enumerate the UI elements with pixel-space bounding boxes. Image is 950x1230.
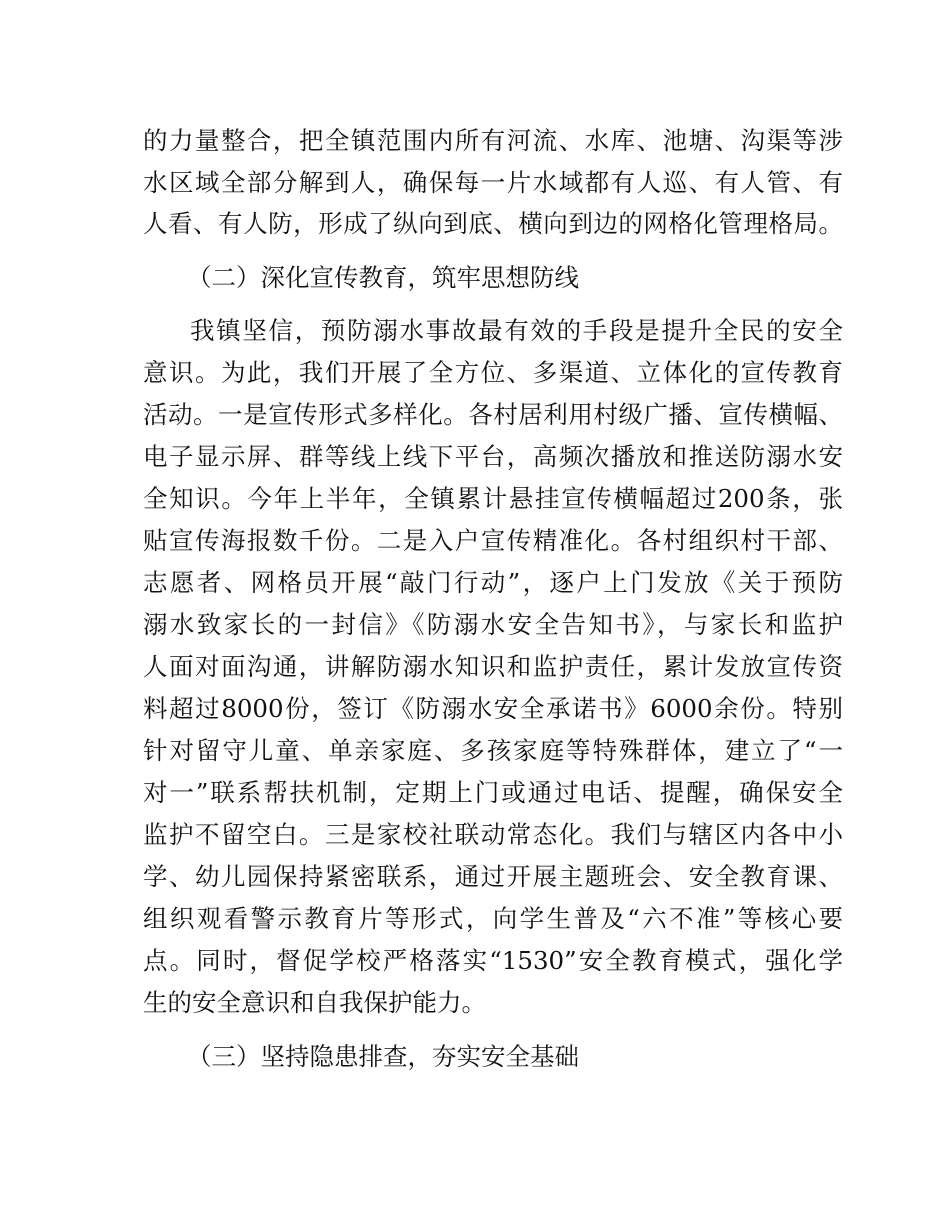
line-text: 监护不留空白。三是家校社联动常态化。我们与辖区内各中小	[143, 820, 843, 849]
paragraph-line	[0, 854, 950, 900]
paragraph-line	[0, 560, 950, 606]
paragraph-line	[0, 812, 950, 858]
paragraph-line	[0, 308, 950, 354]
paragraph-line	[0, 938, 950, 984]
paragraph-line	[0, 686, 950, 732]
line-text: 水区域全部分解到人，确保每一片水域都有人巡、有人管、有	[143, 168, 843, 197]
line-text: 我镇坚信，预防溺水事故最有效的手段是提升全民的安全	[190, 316, 843, 345]
paragraph-line	[0, 160, 950, 206]
line-text: 活动。一是宣传形式多样化。各村居利用村级广播、宣传横幅、	[143, 400, 843, 429]
paragraph-line	[0, 518, 950, 564]
section-heading-3	[0, 1034, 950, 1080]
heading-text: （三）坚持隐患排查，夯实安全基础	[187, 1042, 579, 1071]
paragraph-line	[0, 201, 950, 247]
line-text: 人面对面沟通，讲解防溺水知识和监护责任，累计发放宣传资	[143, 652, 843, 681]
paragraph-line	[0, 392, 950, 438]
line-text: 生的安全意识和自我保护能力。	[143, 988, 486, 1017]
paragraph-line	[0, 770, 950, 816]
line-text: 组织观看警示教育片等形式，向学生普及“六不准”等核心要	[143, 904, 843, 933]
paragraph-line	[0, 644, 950, 690]
line-text: 针对留守儿童、单亲家庭、多孩家庭等特殊群体，建立了“一	[143, 736, 843, 765]
line-text: 溺水致家长的一封信》《防溺水安全告知书》，与家长和监护	[143, 610, 843, 639]
line-text: 对一”联系帮扶机制，定期上门或通过电话、提醒，确保安全	[143, 778, 843, 807]
line-text: 点。同时，督促学校严格落实“1530”安全教育模式，强化学	[143, 946, 843, 975]
line-text: 料超过8000份，签订《防溺水安全承诺书》6000余份。特别	[143, 694, 843, 723]
line-text: 志愿者、网格员开展“敲门行动”，逐户上门发放《关于预防	[143, 568, 843, 597]
paragraph-line	[0, 476, 950, 522]
line-text: 的力量整合，把全镇范围内所有河流、水库、池塘、沟渠等涉	[143, 126, 843, 155]
paragraph-line	[0, 728, 950, 774]
line-text: 贴宣传海报数千份。二是入户宣传精准化。各村组织村干部、	[143, 526, 843, 555]
paragraph-line	[0, 350, 950, 396]
paragraph-line	[0, 434, 950, 480]
line-text: 人看、有人防，形成了纵向到底、横向到边的网格化管理格局。	[143, 209, 843, 238]
line-text: 学、幼儿园保持紧密联系，通过开展主题班会、安全教育课、	[143, 862, 843, 891]
section-heading-2	[0, 255, 950, 301]
paragraph-line	[0, 602, 950, 648]
line-text: 全知识。今年上半年，全镇累计悬挂宣传横幅超过200条，张	[143, 484, 843, 513]
heading-text: （二）深化宣传教育，筑牢思想防线	[187, 263, 579, 292]
line-text: 电子显示屏、群等线上线下平台，高频次播放和推送防溺水安	[143, 442, 843, 471]
line-text: 意识。为此，我们开展了全方位、多渠道、立体化的宣传教育	[143, 358, 843, 387]
paragraph-line	[0, 896, 950, 942]
paragraph-line	[0, 980, 950, 1026]
paragraph-line	[0, 118, 950, 164]
